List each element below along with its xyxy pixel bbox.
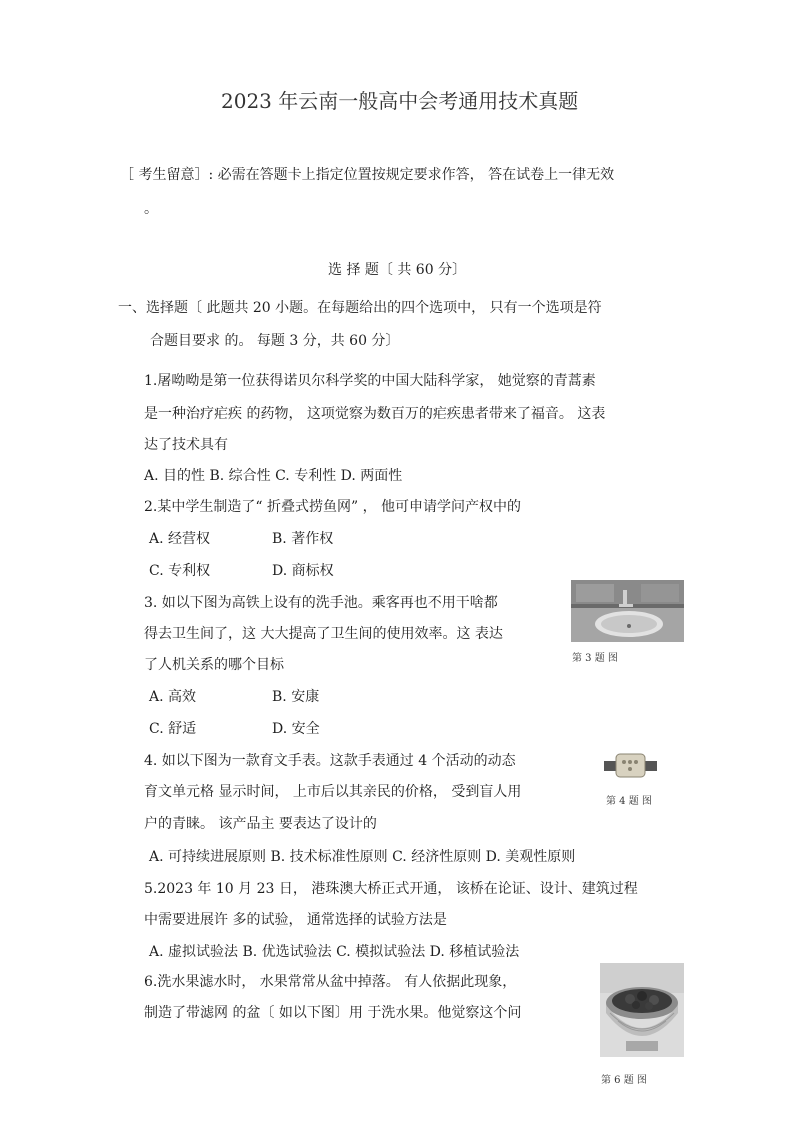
question-2-option-c: C. 专利权 — [149, 563, 211, 579]
question-5-options: A. 虚拟试验法 B. 优选试验法 C. 模拟试验法 D. 移植试验法 — [149, 944, 520, 960]
question-3-line-1: 3. 如以下图为高铁上设有的洗手池。乘客再也不用干啥都 — [144, 595, 498, 611]
question-1-line-2: 是一种治疗疟疾 的药物， 这项觉察为数百万的疟疾患者带来了福音。 这表 — [144, 406, 606, 422]
question-6-line-2: 制造了带滤网 的盆〔 如以下图〕用 于洗水果。他觉察这个问 — [144, 1005, 522, 1021]
question-4-line-2: 育文单元格 显示时间， 上市后以其亲民的价格， 受到盲人用 — [144, 784, 522, 800]
question-3-option-b: B. 安康 — [272, 689, 320, 705]
question-2-option-a: A. 经营权 — [149, 531, 211, 547]
question-2-line-1: 2.某中学生制造了“ 折叠式捞鱼网” ， 他可申请学问产权中的 — [144, 499, 522, 515]
question-4-line-3: 户的青睐。 该产品主 要表达了设计的 — [144, 816, 377, 832]
question-6-strainer-bowl-photo — [600, 963, 684, 1057]
question-3-option-a: A. 高效 — [149, 689, 197, 705]
exam-notice: ［ 考生留意］: 必需在答题卡上指定位置按规定要求作答， 答在试卷上一律无效 — [120, 167, 615, 183]
question-1-line-1: 1.屠呦呦是第一位获得诺贝尔科学奖的中国大陆科学家， 她觉察的青蒿素 — [144, 373, 596, 389]
question-2-option-d: D. 商标权 — [272, 563, 334, 579]
page-title: 2023 年云南一般高中会考通用技术真题 — [221, 89, 579, 113]
section-heading: 选 择 题〔 共 60 分〕 — [328, 262, 467, 278]
question-3-option-d: D. 安全 — [272, 721, 320, 737]
question-3-option-c: C. 舒适 — [149, 721, 197, 737]
exam-notice-continuation: 。 — [144, 201, 158, 217]
question-5-line-2: 中需要进展许 多的试验， 通常选择的试验方法是 — [144, 912, 447, 928]
question-6-line-1: 6.洗水果滤水时， 水果常常从盆中掉落。 有人依据此现象， — [144, 974, 517, 990]
question-4-figure-caption: 第 4 题 图 — [606, 796, 652, 807]
question-3-figure-caption: 第 3 题 图 — [572, 653, 618, 664]
question-3-line-3: 了人机关系的哪个目标 — [144, 657, 284, 673]
question-5-line-1: 5.2023 年 10 月 23 日， 港珠澳大桥正式开通， 该桥在论证、设计、建筑过程 — [144, 881, 638, 897]
question-4-options: A. 可持续进展原则 B. 技术标准性原则 C. 经济性原则 D. 美观性原则 — [149, 849, 576, 865]
question-2-option-b: B. 著作权 — [272, 531, 334, 547]
question-3-washbasin-photo — [571, 580, 684, 642]
question-1-options: A. 目的性 B. 综合性 C. 专利性 D. 两面性 — [144, 468, 403, 484]
question-3-line-2: 得去卫生间了，这 大大提高了卫生间的使用效率。这 表达 — [144, 626, 503, 642]
question-1-line-3: 达了技术具有 — [144, 437, 228, 453]
question-4-watch-photo — [604, 752, 657, 778]
question-6-figure-caption: 第 6 题 图 — [601, 1075, 647, 1086]
section-instructions: 一、选择题〔 此题共 20 小题。在每题给出的四个选项中， 只有一个选项是符 — [118, 300, 602, 316]
section-instructions-continuation: 合题目要求 的。 每题 3 分，共 60 分〕 — [150, 333, 400, 349]
question-4-line-1: 4. 如以下图为一款育文手表。这款手表通过 4 个活动的动态 — [144, 753, 516, 769]
